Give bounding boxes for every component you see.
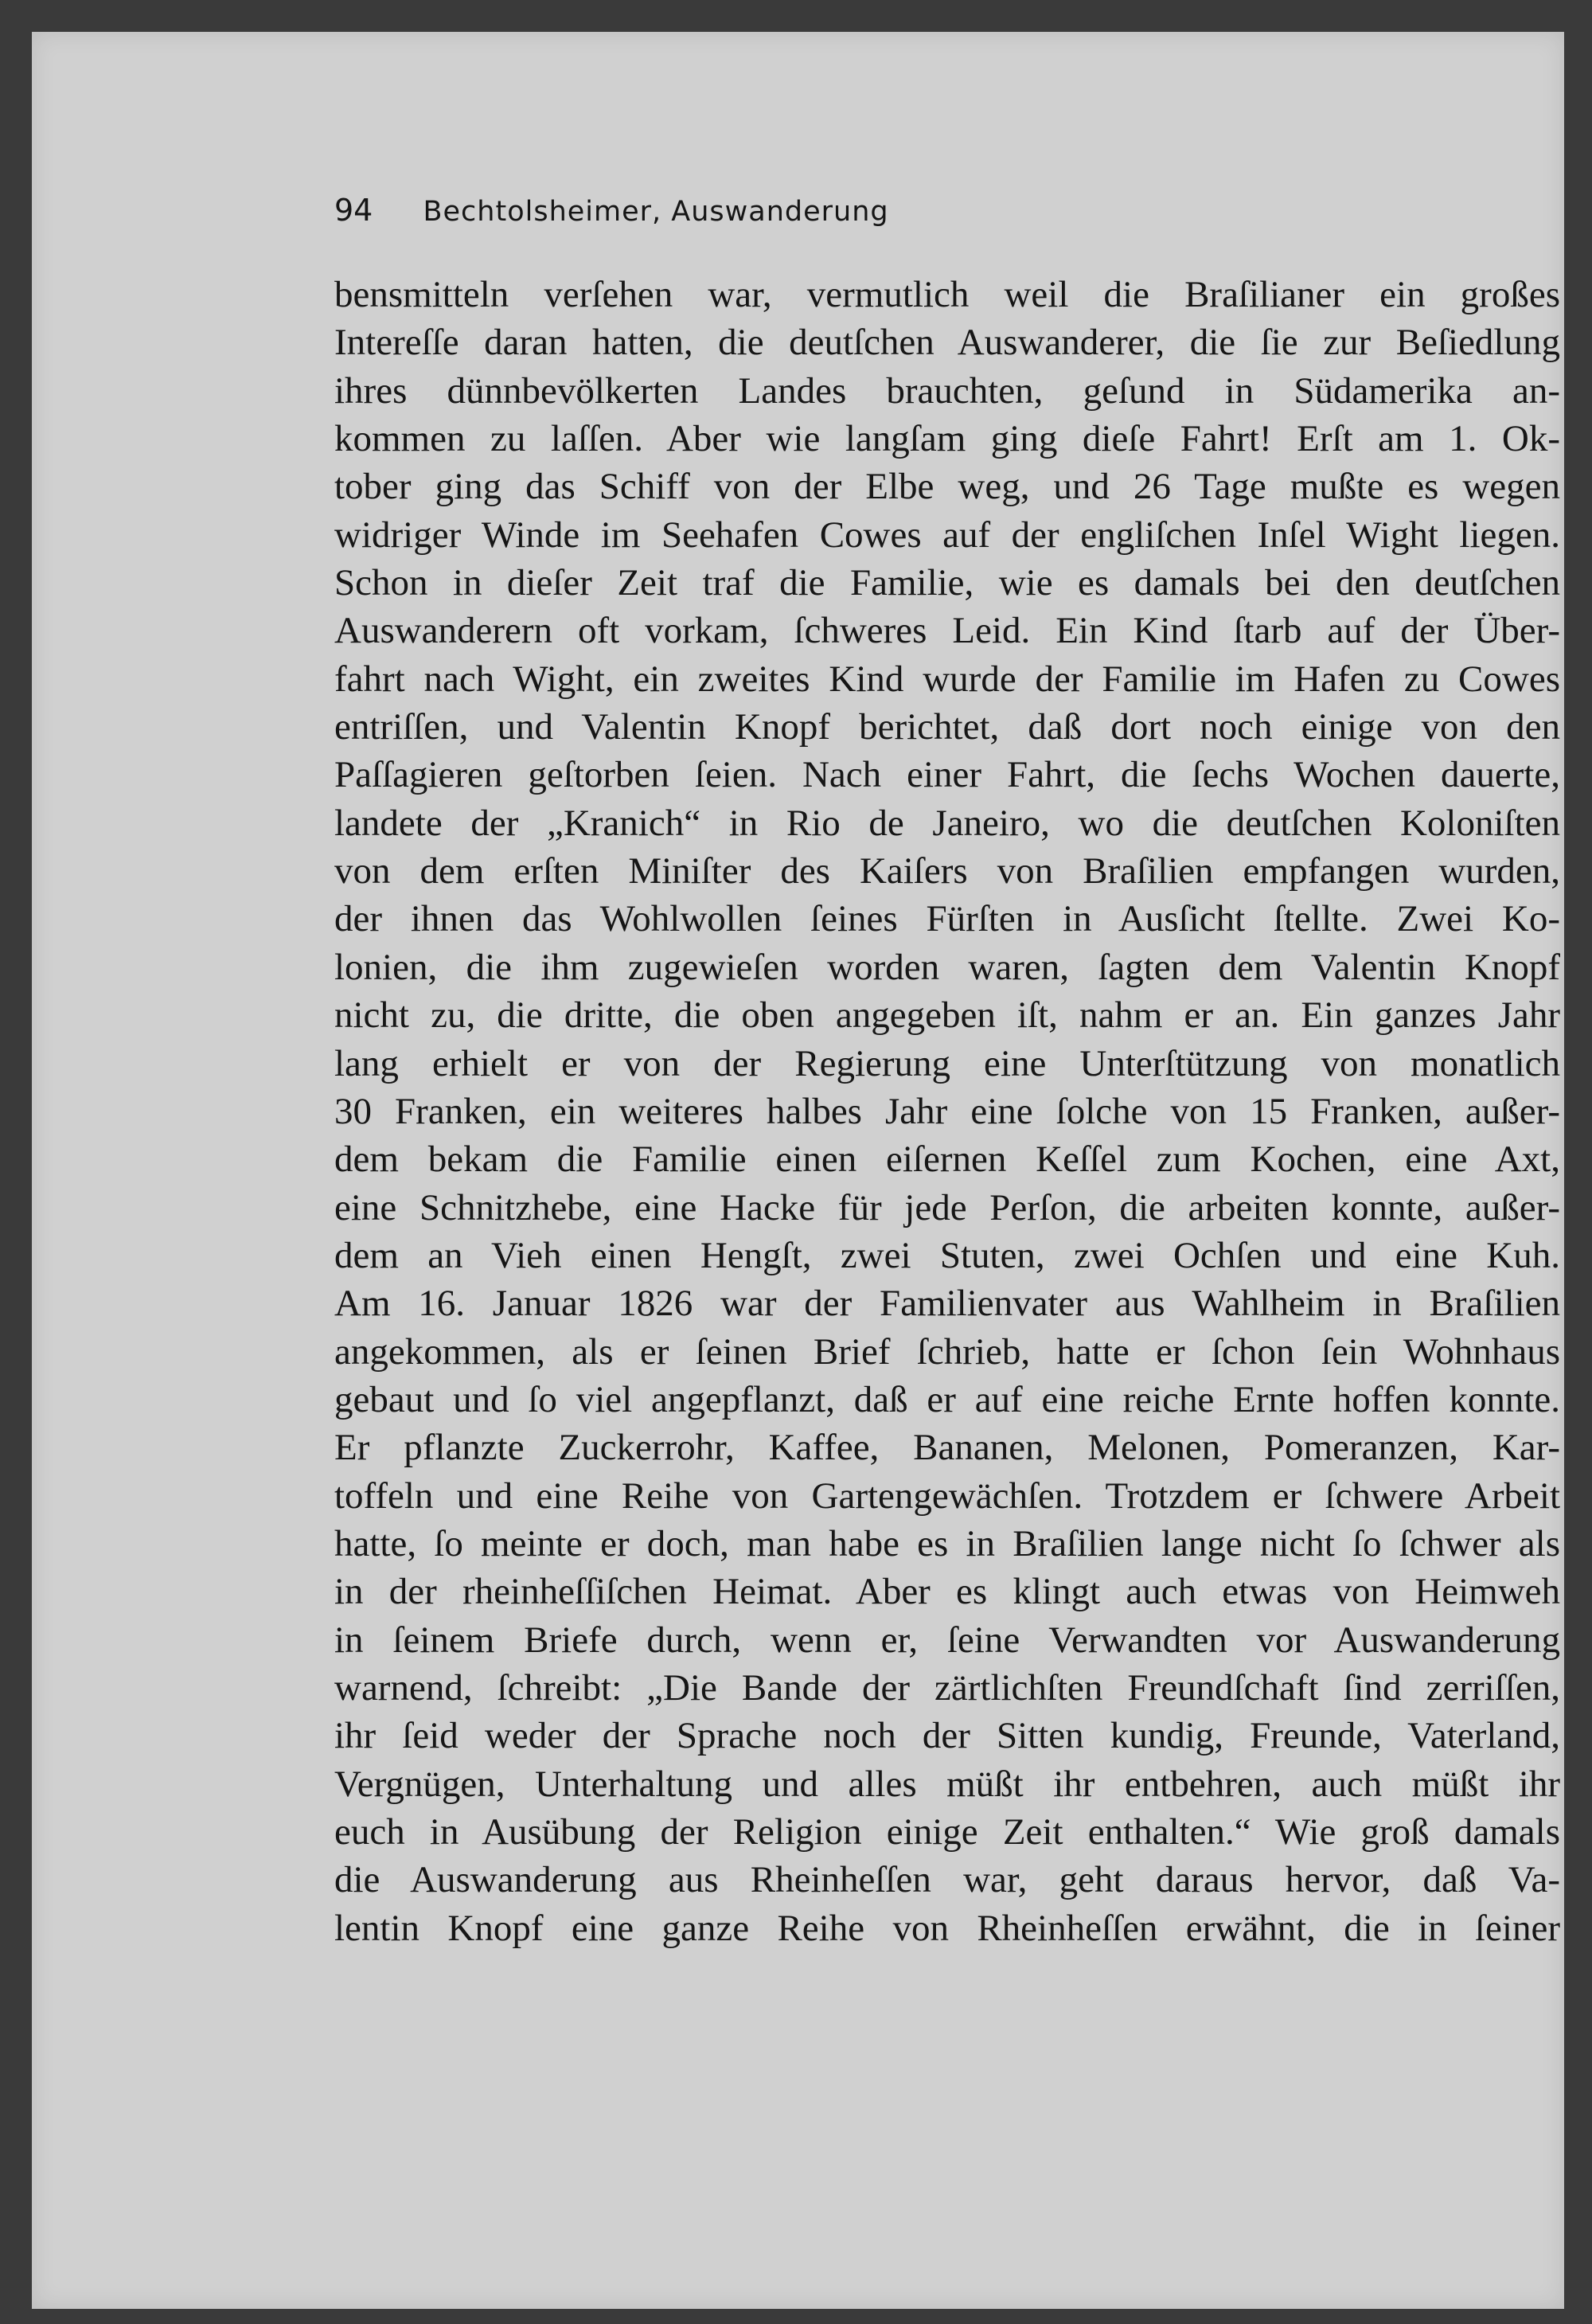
- text-line: die Auswanderung aus Rheinheſſen war, geht daraus hervor, daß Va-: [334, 1859, 1560, 1901]
- book-page: [32, 32, 1564, 2309]
- text-line: Er pflanzte Zuckerrohr, Kaffee, Bananen, Melonen, Pomeranzen, Kar-: [334, 1427, 1560, 1469]
- text-line: Paſſagieren geſtorben ſeien. Nach einer Fahrt, die ſechs Wochen dauerte,: [334, 754, 1560, 796]
- text-line: tober ging das Schiff von der Elbe weg, und 26 Tage mußte es wegen: [334, 466, 1560, 508]
- text-line: nicht zu, die dritte, die oben angegeben iſt, nahm er an. Ein ganzes Jahr: [334, 994, 1560, 1037]
- text-line: warnend, ſchreibt: „Die Bande der zärtlichſten Freundſchaft ſind zerriſſen,: [334, 1666, 1560, 1709]
- text-line: Intereſſe daran hatten, die deutſchen Auswanderer, die ſie zur Beſiedlung: [334, 322, 1560, 364]
- body-text: [334, 271, 1560, 1952]
- text-line: dem bekam die Familie einen eiſernen Keſſel zum Kochen, eine Axt,: [334, 1139, 1560, 1181]
- text-line: toffeln und eine Reihe von Gartengewächſen. Trotzdem er ſchwere Arbeit: [334, 1474, 1560, 1517]
- text-line: lang erhielt er von der Regierung eine Unterſtützung von monatlich: [334, 1042, 1560, 1084]
- text-line: der ihnen das Wohlwollen ſeines Fürſten in Ausſicht ſtellte. Zwei Ko-: [334, 898, 1560, 940]
- text-line: kommen zu laſſen. Aber wie langſam ging dieſe Fahrt! Erſt am 1. Ok-: [334, 418, 1560, 460]
- text-line: eine Schnitzhebe, eine Hacke für jede Perſon, die arbeiten konnte, außer-: [334, 1186, 1560, 1228]
- text-line: 30 Franken, ein weiteres halbes Jahr eine ſolche von 15 Franken, außer-: [334, 1090, 1560, 1132]
- text-line: lentin Knopf eine ganze Reihe von Rheinheſſen erwähnt, die in ſeiner: [334, 1907, 1560, 1949]
- text-line: ihres dünnbevölkerten Landes brauchten, geſund in Südamerika an-: [334, 369, 1560, 412]
- text-line: angekommen, als er ſeinen Brief ſchrieb, hatte er ſchon ſein Wohnhaus: [334, 1330, 1560, 1373]
- text-line: entriſſen, und Valentin Knopf berichtet, daß dort noch einige von den: [334, 706, 1560, 748]
- text-line: gebaut und ſo viel angepflanzt, daß er auf eine reiche Ernte hoffen konnte.: [334, 1378, 1560, 1420]
- text-line: Vergnügen, Unterhaltung und alles müßt ihr entbehren, auch müßt ihr: [334, 1763, 1560, 1805]
- text-line: Auswanderern oft vorkam, ſchweres Leid. Ein Kind ſtarb auf der Über-: [334, 610, 1560, 652]
- text-line: von dem erſten Miniſter des Kaiſers von Braſilien empfangen wurden,: [334, 850, 1560, 892]
- text-line: hatte, ſo meinte er doch, man habe es in Braſilien lange nicht ſo ſchwer als: [334, 1522, 1560, 1564]
- page-number: 94: [334, 193, 373, 228]
- text-line: in der rheinheſſiſchen Heimat. Aber es klingt auch etwas von Heimweh: [334, 1571, 1560, 1613]
- text-line: fahrt nach Wight, ein zweites Kind wurde der Familie im Hafen zu Cowes: [334, 658, 1560, 700]
- page-header: [334, 193, 889, 228]
- text-line: dem an Vieh einen Hengſt, zwei Stuten, zwei Ochſen und eine Kuh.: [334, 1234, 1560, 1276]
- text-line: euch in Ausübung der Religion einige Zeit enthalten.“ Wie groß damals: [334, 1811, 1560, 1853]
- text-line: widriger Winde im Seehafen Cowes auf der engliſchen Inſel Wight liegen.: [334, 514, 1560, 556]
- text-line: bensmitteln verſehen war, vermutlich weil die Braſilianer ein großes: [334, 274, 1560, 315]
- text-line: in ſeinem Briefe durch, wenn er, ſeine Verwandten vor Auswanderung: [334, 1619, 1560, 1661]
- text-line: Schon in dieſer Zeit traf die Familie, wie es damals bei den deutſchen: [334, 562, 1560, 604]
- running-title: Bechtolsheimer, Auswanderung: [423, 196, 889, 228]
- text-line: landete der „Kranich“ in Rio de Janeiro, wo die deutſchen Koloniſten: [334, 802, 1560, 844]
- text-line: lonien, die ihm zugewieſen worden waren, ſagten dem Valentin Knopf: [334, 946, 1560, 988]
- text-line: ihr ſeid weder der Sprache noch der Sitten kundig, Freunde, Vaterland,: [334, 1715, 1560, 1757]
- text-line: Am 16. Januar 1826 war der Familienvater aus Wahlheim in Braſilien: [334, 1283, 1560, 1325]
